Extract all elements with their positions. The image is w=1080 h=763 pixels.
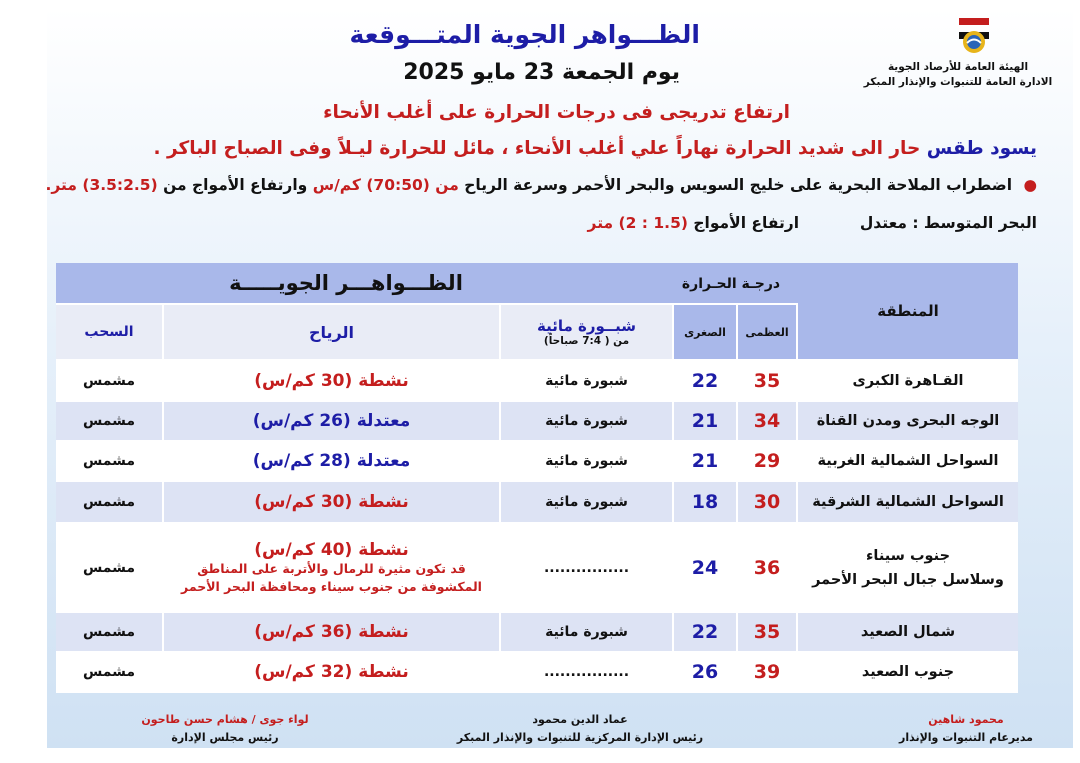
min-temp-cell: 21 (674, 442, 736, 480)
wind-value: نشطة (32 كم/س) (254, 662, 409, 682)
col-min-header: الصغرى (674, 305, 736, 359)
region-name: الوجه البحرى ومدن القناة (816, 413, 1000, 429)
phenomena-title: الظـــواهـــر الجويـــــة (229, 271, 463, 295)
wind-cell (164, 361, 499, 400)
org-line-2: الادارة العامة للتنبوات والإنذار المبكر (863, 76, 1053, 88)
region-cell (798, 361, 1018, 400)
wind-cell (164, 524, 499, 611)
col-max-header: العظمى (738, 305, 796, 359)
org-line-1: الهيئة العامة للأرصاد الجوية (887, 61, 1029, 73)
summary-line-med-b: ارتفاع الأمواج (693, 214, 800, 232)
summary-line-navigation-c: وارتفاع الأمواج من (163, 176, 308, 194)
fog-cell: شبورة مائية (501, 482, 672, 522)
wind-cell (164, 653, 499, 691)
clouds-cell: مشمس (56, 361, 162, 400)
fog-cell: شبورة مائية (501, 361, 672, 400)
summary-line-navigation-d: (3.5:2.5) متر. (45, 176, 158, 194)
region-name: جنوب الصعيد (861, 664, 955, 680)
max-temp-cell: 35 (738, 361, 796, 400)
signature-right (866, 711, 1066, 747)
signature-left-title: رئيس مجلس الإدارة (171, 731, 279, 744)
fog-cell: شبورة مائية (501, 442, 672, 480)
col-clouds-header: السحب (56, 305, 162, 359)
fog-cell: ................ (501, 653, 672, 691)
bullet-icon: ● (1023, 176, 1037, 194)
clouds-cell: مشمس (56, 524, 162, 611)
col-fog-header (501, 305, 672, 359)
max-temp-cell: 35 (738, 613, 796, 651)
region-cell (798, 402, 1018, 440)
summary-line-med-a: البحر المتوسط : معتدل (859, 214, 1037, 232)
fog-cell: شبورة مائية (501, 613, 672, 651)
region-cell (798, 482, 1018, 522)
max-temp-cell: 36 (738, 524, 796, 611)
max-temp-cell: 30 (738, 482, 796, 522)
min-temp-cell: 21 (674, 402, 736, 440)
summary-line-navigation (46, 176, 1038, 194)
summary-headline: ارتفاع تدريجى فى درجات الحرارة على أغلب الأنحاء (323, 102, 790, 123)
signature-center-name: عماد الدين محمود (532, 713, 628, 726)
summary-line-weather-a: يسود طقس (926, 138, 1037, 159)
summary-line-navigation-b: من (70:50) كم/س (312, 176, 459, 194)
wind-cell (164, 442, 499, 480)
region-cell (798, 524, 1018, 611)
summary-line-weather (154, 138, 1037, 159)
min-temp-cell: 22 (674, 613, 736, 651)
clouds-cell: مشمس (56, 653, 162, 691)
region-name: جنوب سيناء (865, 547, 951, 564)
wind-value: نشطة (30 كم/س) (254, 370, 409, 391)
wind-note-line-1: قد تكون مثيرة للرمال والأتربة على المناطق (197, 560, 466, 576)
region-name-line-2: وسلاسل جبال البحر الأحمر (812, 571, 1004, 588)
region-cell (798, 442, 1018, 480)
max-temp-cell: 29 (738, 442, 796, 480)
max-temp-cell: 34 (738, 402, 796, 440)
signature-center-title: رئيس الإدارة المركزية للتنبوات والإنذار المبكر (456, 731, 704, 744)
forecast-table (56, 263, 1018, 693)
region-cell (798, 613, 1018, 651)
clouds-cell: مشمس (56, 482, 162, 522)
col-fog-subtitle: من ( 7:4 صباحاً) (543, 335, 630, 347)
min-temp-cell: 26 (674, 653, 736, 691)
signature-left (115, 711, 335, 747)
region-name: السواحل الشمالية الشرقية (812, 494, 1004, 510)
min-temp-cell: 22 (674, 361, 736, 400)
col-fog-title: شبــورة مائية (536, 317, 637, 335)
signature-right-name: محمود شاهين (928, 713, 1004, 726)
summary-line-weather-b: حار الى شديد الحرارة نهاراً علي أغلب الأنحاء ، مائل للحرارة ليـلاً وفى الصباح الباكر . (153, 138, 921, 159)
signature-left-name: لواء جوى / هشام حسن طاحون (141, 713, 309, 726)
region-cell (798, 653, 1018, 691)
wind-note-line-2: المكشوفة من جنوب سيناء ومحافظة البحر الأحمر (181, 578, 482, 594)
wind-value: معتدلة (26 كم/س) (252, 411, 411, 431)
wind-value: نشطة (40 كم/س) (254, 539, 409, 560)
region-name: السواحل الشمالية الغربية (817, 453, 999, 469)
col-region-header: المنطقة (798, 263, 1018, 359)
wind-value: نشطة (36 كم/س) (254, 622, 409, 642)
col-wind-header: الرياح (164, 305, 499, 359)
signature-center (450, 711, 710, 747)
wind-cell (164, 613, 499, 651)
summary-line-mediterranean (588, 214, 1037, 232)
wind-cell (164, 402, 499, 440)
min-temp-cell: 18 (674, 482, 736, 522)
wind-cell (164, 482, 499, 522)
summary-line-med-c: (1.5 : 2) متر (587, 214, 688, 232)
organization-name (848, 60, 1068, 90)
meteorological-authority-logo (956, 16, 992, 56)
max-temp-cell: 39 (738, 653, 796, 691)
summary-line-navigation-a: اضطراب الملاحة البحرية على خليج السويس والبحر الأحمر وسرعة الرياح (464, 176, 1013, 194)
bulletin-title: الظـــواهر الجوية المتـــوقعة (349, 20, 700, 49)
clouds-cell: مشمس (56, 402, 162, 440)
bulletin-date: يوم الجمعة 23 مايو 2025 (403, 60, 680, 85)
clouds-cell: مشمس (56, 613, 162, 651)
min-temp-cell: 24 (674, 524, 736, 611)
fog-cell: شبورة مائية (501, 402, 672, 440)
region-name: القـاهرة الكبرى (852, 372, 964, 389)
region-name: شمال الصعيد (860, 624, 956, 640)
temperature-title: درجـة الحـرارة (681, 276, 781, 292)
clouds-cell: مشمس (56, 442, 162, 480)
fog-cell: ................ (501, 524, 672, 611)
signature-right-title: مديرعام التنبوات والإنذار (899, 731, 1033, 744)
wind-value: نشطة (30 كم/س) (254, 492, 409, 512)
wind-value: معتدلة (28 كم/س) (252, 451, 411, 471)
